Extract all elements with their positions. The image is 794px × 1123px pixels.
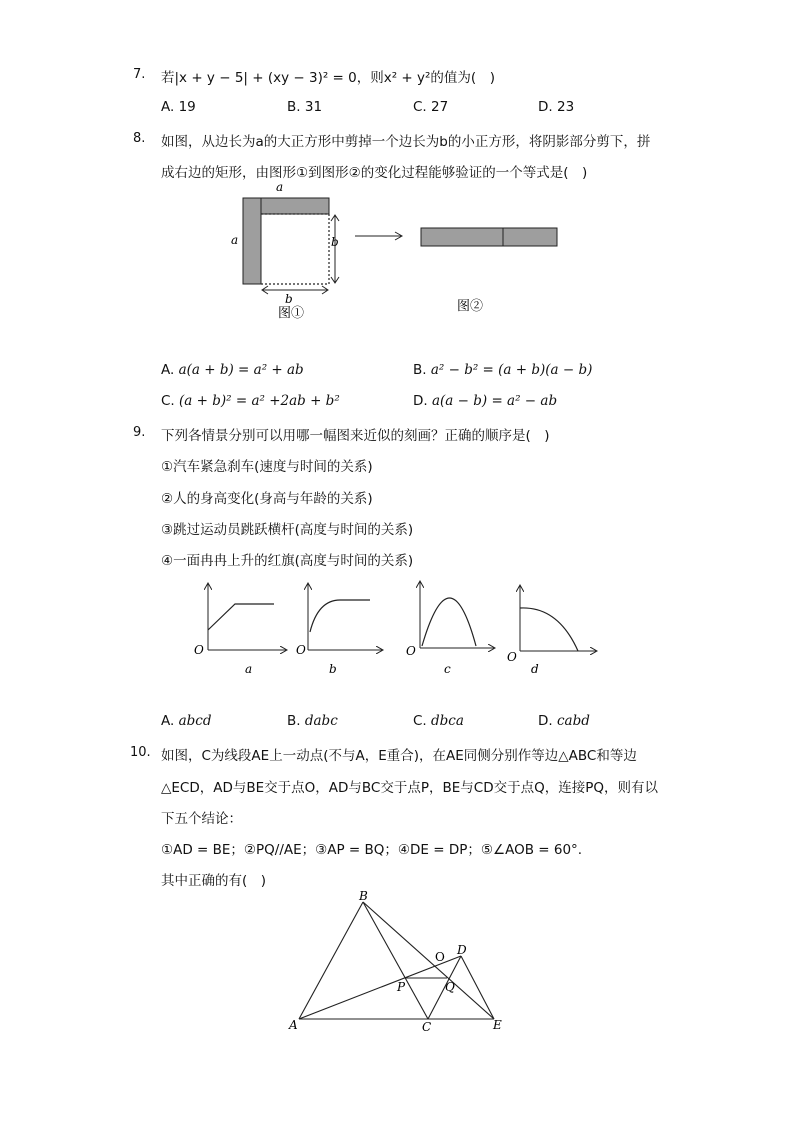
- graph-c-curve: [422, 598, 476, 646]
- option-label: B.: [287, 713, 301, 729]
- segment-BC: [363, 902, 428, 1019]
- figure2-caption: 图②: [457, 299, 484, 314]
- q7-number: 7.: [133, 67, 146, 82]
- option-text: abcd: [178, 713, 212, 729]
- q9-option-c: [413, 713, 464, 729]
- segment-DE: [461, 956, 494, 1019]
- option-label: D.: [413, 393, 428, 409]
- figure1-label-left: a: [231, 233, 239, 247]
- graph-c-caption: c: [444, 662, 451, 676]
- graph-c: [406, 582, 494, 676]
- figure1-shaded-left: [243, 198, 261, 284]
- q10-stem-line2: △ECD，AD与BE交于点O，AD与BC交于点P，BE与CD交于点Q，连接PQ，则有以: [161, 780, 659, 796]
- option-label: A.: [161, 99, 175, 115]
- option-label: A.: [161, 362, 175, 378]
- option-text: dbca: [431, 713, 464, 729]
- q8-stem-line2: 成右边的矩形，由图形①到图形②的变化过程能够验证的一个等式是( ): [161, 165, 588, 181]
- point-B: B: [359, 889, 368, 903]
- graph-b-origin: O: [296, 643, 306, 657]
- option-label: C.: [161, 393, 175, 409]
- q10-figure: [285, 888, 515, 1038]
- q10-conclusions: ①AD = BE；②PQ//AE；③AP = BQ；④DE = DP；⑤∠AOB = 60°.: [161, 842, 583, 858]
- figure2-rect-right: [503, 228, 557, 246]
- point-E: E: [493, 1018, 502, 1032]
- q7-option-c: [413, 99, 448, 115]
- graph-d-curve: [520, 608, 578, 651]
- option-label: A.: [161, 713, 175, 729]
- q10-stem-line3: 下五个结论：: [161, 811, 242, 827]
- q9-item-2: ②人的身高变化(身高与年龄的关系): [161, 491, 373, 507]
- segment-BE: [363, 902, 494, 1019]
- option-text: 23: [556, 99, 575, 115]
- point-D: D: [457, 943, 467, 957]
- graph-d-caption: d: [531, 662, 539, 676]
- graph-b-caption: b: [329, 662, 337, 676]
- point-O: O: [435, 950, 445, 964]
- option-label: D.: [538, 713, 553, 729]
- q9-item-3: ③跳过运动员跳跃横杆(高度与时间的关系): [161, 522, 414, 538]
- q9-option-a: [161, 713, 212, 729]
- q7-option-d: [538, 99, 574, 115]
- figure1-label-right: b: [331, 235, 339, 249]
- point-A: A: [289, 1018, 298, 1032]
- graph-b-curve: [310, 600, 370, 632]
- q9-stem: 下列各情景分别可以用哪一幅图来近似的刻画？正确的顺序是( ): [161, 428, 550, 444]
- q10-number: 10.: [130, 745, 151, 760]
- segment-AD: [299, 956, 461, 1019]
- graph-d-origin: O: [507, 650, 517, 664]
- q9-item-1: ①汽车紧急刹车(速度与时间的关系): [161, 459, 373, 475]
- graph-b: [296, 584, 382, 676]
- option-text: 31: [304, 99, 323, 115]
- option-text: 27: [431, 99, 449, 115]
- q8-option-b: [413, 362, 592, 378]
- figure1-label-bottom: b: [285, 292, 293, 306]
- q10-question: 其中正确的有( ): [161, 873, 267, 889]
- figure1-label-top: a: [276, 180, 284, 194]
- option-label: C.: [413, 713, 427, 729]
- q8-figure: [225, 176, 585, 326]
- q8-option-d: [413, 393, 557, 409]
- q7-stem: 若|x + y − 5| + (xy − 3)² = 0，则x² + y²的值为( ): [161, 70, 495, 86]
- q9-option-b: [287, 713, 338, 729]
- graph-a-origin: O: [194, 643, 204, 657]
- point-P: P: [397, 980, 406, 994]
- option-text: 19: [178, 99, 196, 115]
- figure1-cut-square: [261, 214, 329, 284]
- q10-stem-line1: 如图，C为线段AE上一动点(不与A，E重合)，在AE同侧分别作等边△ABC和等边: [161, 748, 637, 764]
- q8-stem-line1: 如图，从边长为a的大正方形中剪掉一个边长为b的小正方形，将阴影部分剪下，拼: [161, 134, 651, 150]
- q8-option-a: [161, 362, 304, 378]
- q8-number: 8.: [133, 131, 146, 146]
- graph-a-curve: [208, 604, 274, 630]
- q9-option-d: [538, 713, 590, 729]
- segment-AB: [299, 902, 363, 1019]
- graph-c-origin: O: [406, 644, 416, 658]
- option-text: a² − b² = (a + b)(a − b): [430, 362, 593, 378]
- figure2-rect-left: [421, 228, 503, 246]
- point-C: C: [422, 1020, 432, 1034]
- q7-option-a: [161, 99, 196, 115]
- q9-graphs: [190, 580, 610, 680]
- graph-a-caption: a: [245, 662, 253, 676]
- q8-option-c: [161, 393, 340, 409]
- option-text: dabc: [304, 713, 338, 729]
- q9-item-4: ④一面冉冉上升的红旗(高度与时间的关系): [161, 553, 414, 569]
- option-text: cabd: [556, 713, 590, 729]
- option-label: B.: [287, 99, 301, 115]
- point-Q: Q: [445, 980, 455, 994]
- option-text: a(a + b) = a² + ab: [178, 362, 304, 378]
- option-text: a(a − b) = a² − ab: [431, 393, 558, 409]
- option-label: D.: [538, 99, 553, 115]
- option-text: (a + b)² = a² +2ab + b²: [179, 393, 340, 409]
- graph-a: [194, 584, 286, 676]
- q9-number: 9.: [133, 425, 146, 440]
- graph-d: [507, 586, 596, 676]
- option-label: C.: [413, 99, 427, 115]
- q7-option-b: [287, 99, 322, 115]
- figure1-caption: 图①: [278, 306, 305, 321]
- option-label: B.: [413, 362, 427, 378]
